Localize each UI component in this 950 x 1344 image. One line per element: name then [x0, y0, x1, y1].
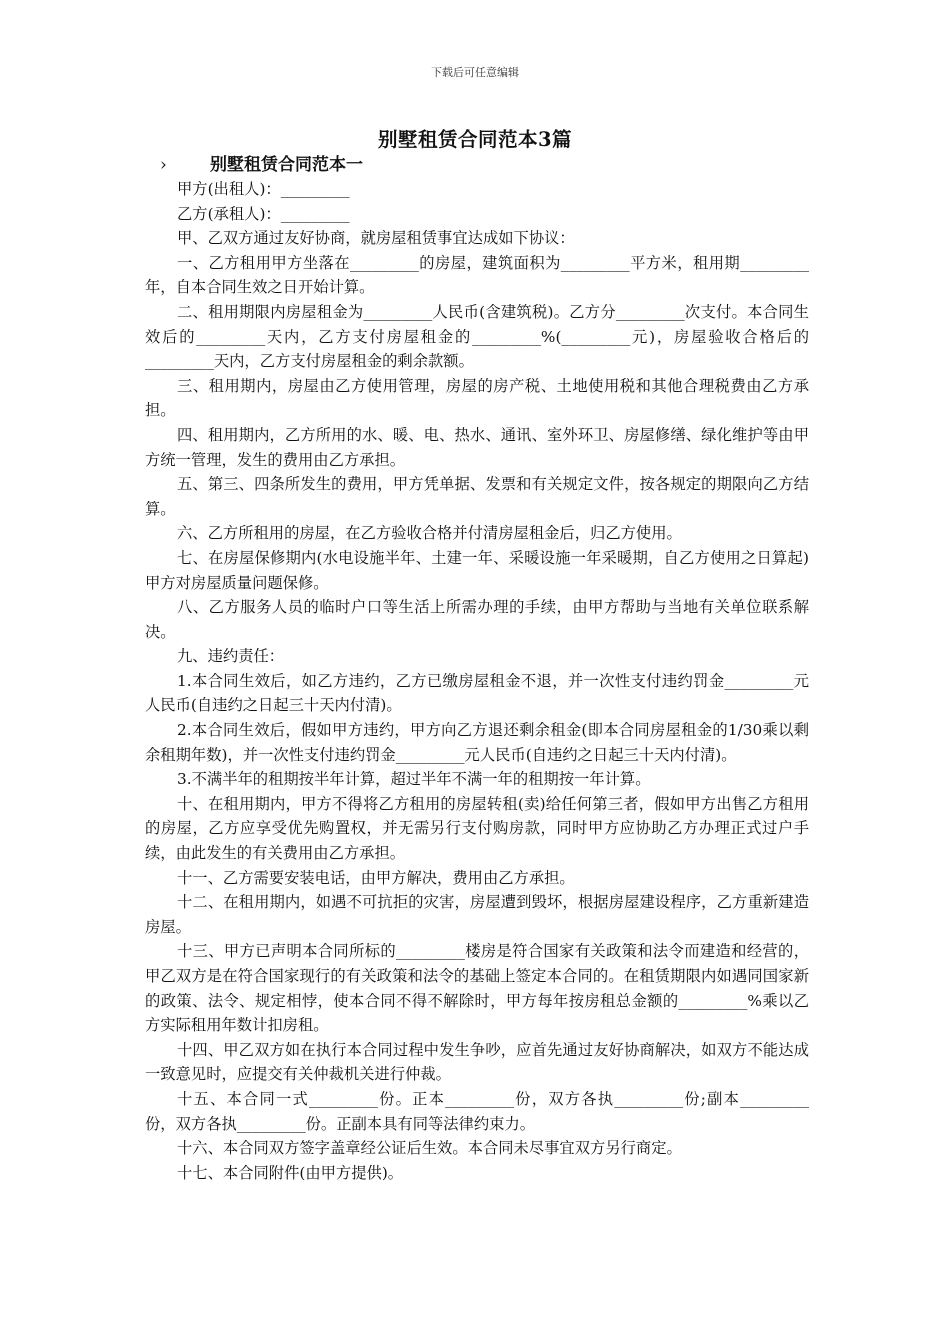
clause-9-item-3: 3.不满半年的租期按半年计算，超过半年不满一年的租期按一年计算。	[177, 770, 651, 789]
clause-9-item-1: 1.本合同生效后，如乙方违约，乙方已缴房屋租金不退，并一次性支付违约罚金_________元人民币(自违约之日起三十天内付清)。	[145, 671, 809, 715]
clause-14: 十四、甲乙双方如在执行本合同过程中发生争吵，应首先通过友好协商解决，如双方不能达成一致意见时，应提交有关仲裁机关进行仲裁。	[145, 1040, 809, 1084]
clause-15: 十五、本合同一式_________份。正本_________份，双方各执_________份;副本_________份，双方各执_________份。正副本具有同等法律约束力。	[145, 1089, 809, 1133]
clause-3: 三、租用期内，房屋由乙方使用管理，房屋的房产税、土地使用税和其他合理税费由乙方承担。	[145, 376, 809, 420]
clause-7: 七、在房屋保修期内(水电设施半年、土建一年、采暖设施一年采暖期，自乙方使用之日算起)甲方对房屋质量问题保修。	[145, 548, 809, 592]
clause-8: 八、乙方服务人员的临时户口等生活上所需办理的手续，由甲方帮助与当地有关单位联系解决。	[145, 598, 809, 641]
clause-16: 十六、本合同双方签字盖章经公证后生效。本合同未尽事宜双方另行商定。	[177, 1139, 682, 1158]
clause-10: 十、在租用期内，甲方不得将乙方租用的房屋转租(卖)给任何第三者，假如甲方出售乙方租用的房屋，乙方应享受优先购置权，并无需另行支付购房款，同时甲方应协助乙方办理正式过户手续，由此发生的有关费用由乙方承担。	[145, 794, 809, 863]
clause-17: 十七、本合同附件(由甲方提供)。	[177, 1163, 404, 1182]
agreement-intro: 甲、乙双方通过友好协商，就房屋租赁事宜达成如下协议：	[177, 229, 575, 248]
clause-9-item-2: 2.本合同生效后，假如甲方违约，甲方向乙方退还剩余租金(即本合同房屋租金的1/30乘以剩余租期年数)，并一次性支付违约罚金_________元人民币(自违约之日起三十天内付清)。	[145, 721, 809, 764]
clause-6: 六、乙方所租用的房屋，在乙方验收合格并付清房屋租金后，归乙方使用。	[177, 524, 682, 543]
page-header-note: 下载后可任意编辑	[431, 66, 519, 79]
section-title: 别墅租赁合同范本一	[210, 155, 363, 175]
clause-11: 十一、乙方需要安装电话，由甲方解决，费用由乙方承担。	[177, 868, 575, 887]
section-heading	[160, 150, 363, 175]
party-b-line: 乙方(承租人)：_________	[177, 204, 350, 223]
document-title: 别墅租赁合同范本3篇	[377, 128, 573, 151]
clause-13: 十三、甲方已声明本合同所标的_________楼房是符合国家有关政策和法令而建造和经营的，甲乙双方是在符合国家现行的有关政策和法令的基础上签定本合同的。在租赁期限内如遇同国家新的政策、法令、规定相悖，使本合同不得不解除时，甲方每年按房租总金额的_________%乘以乙方实际租用年数计扣房租。	[145, 942, 809, 1035]
clause-9-heading: 九、违约责任：	[177, 647, 285, 666]
clause-4: 四、租用期内，乙方所用的水、暖、电、热水、通讯、室外环卫、房屋修缮、绿化维护等由甲方统一管理，发生的费用由乙方承担。	[145, 425, 809, 469]
chevron-right-icon: ›	[160, 155, 167, 175]
party-a-line: 甲方(出租人)：_________	[177, 180, 350, 198]
clause-1: 一、乙方租用甲方坐落在_________的房屋，建筑面积为_________平方米，租用期_________年，自本合同生效之日开始计算。	[145, 253, 809, 297]
clause-5: 五、第三、四条所发生的费用，甲方凭单据、发票和有关规定文件，按各规定的期限向乙方结算。	[145, 475, 809, 518]
clause-2: 二、租用期限内房屋租金为_________人民币(含建筑税)。乙方分_________次支付。本合同生效后的_________天内，乙方支付房屋租金的_________%(_________元)，房屋验收合格后的_________天内，乙方支付房屋租金的剩余款额。	[145, 302, 809, 371]
contract-body	[145, 177, 809, 1185]
clause-12: 十二、在租用期内，如遇不可抗拒的灾害，房屋遭到毁坏，根据房屋建设程序，乙方重新建造房屋。	[145, 893, 809, 936]
